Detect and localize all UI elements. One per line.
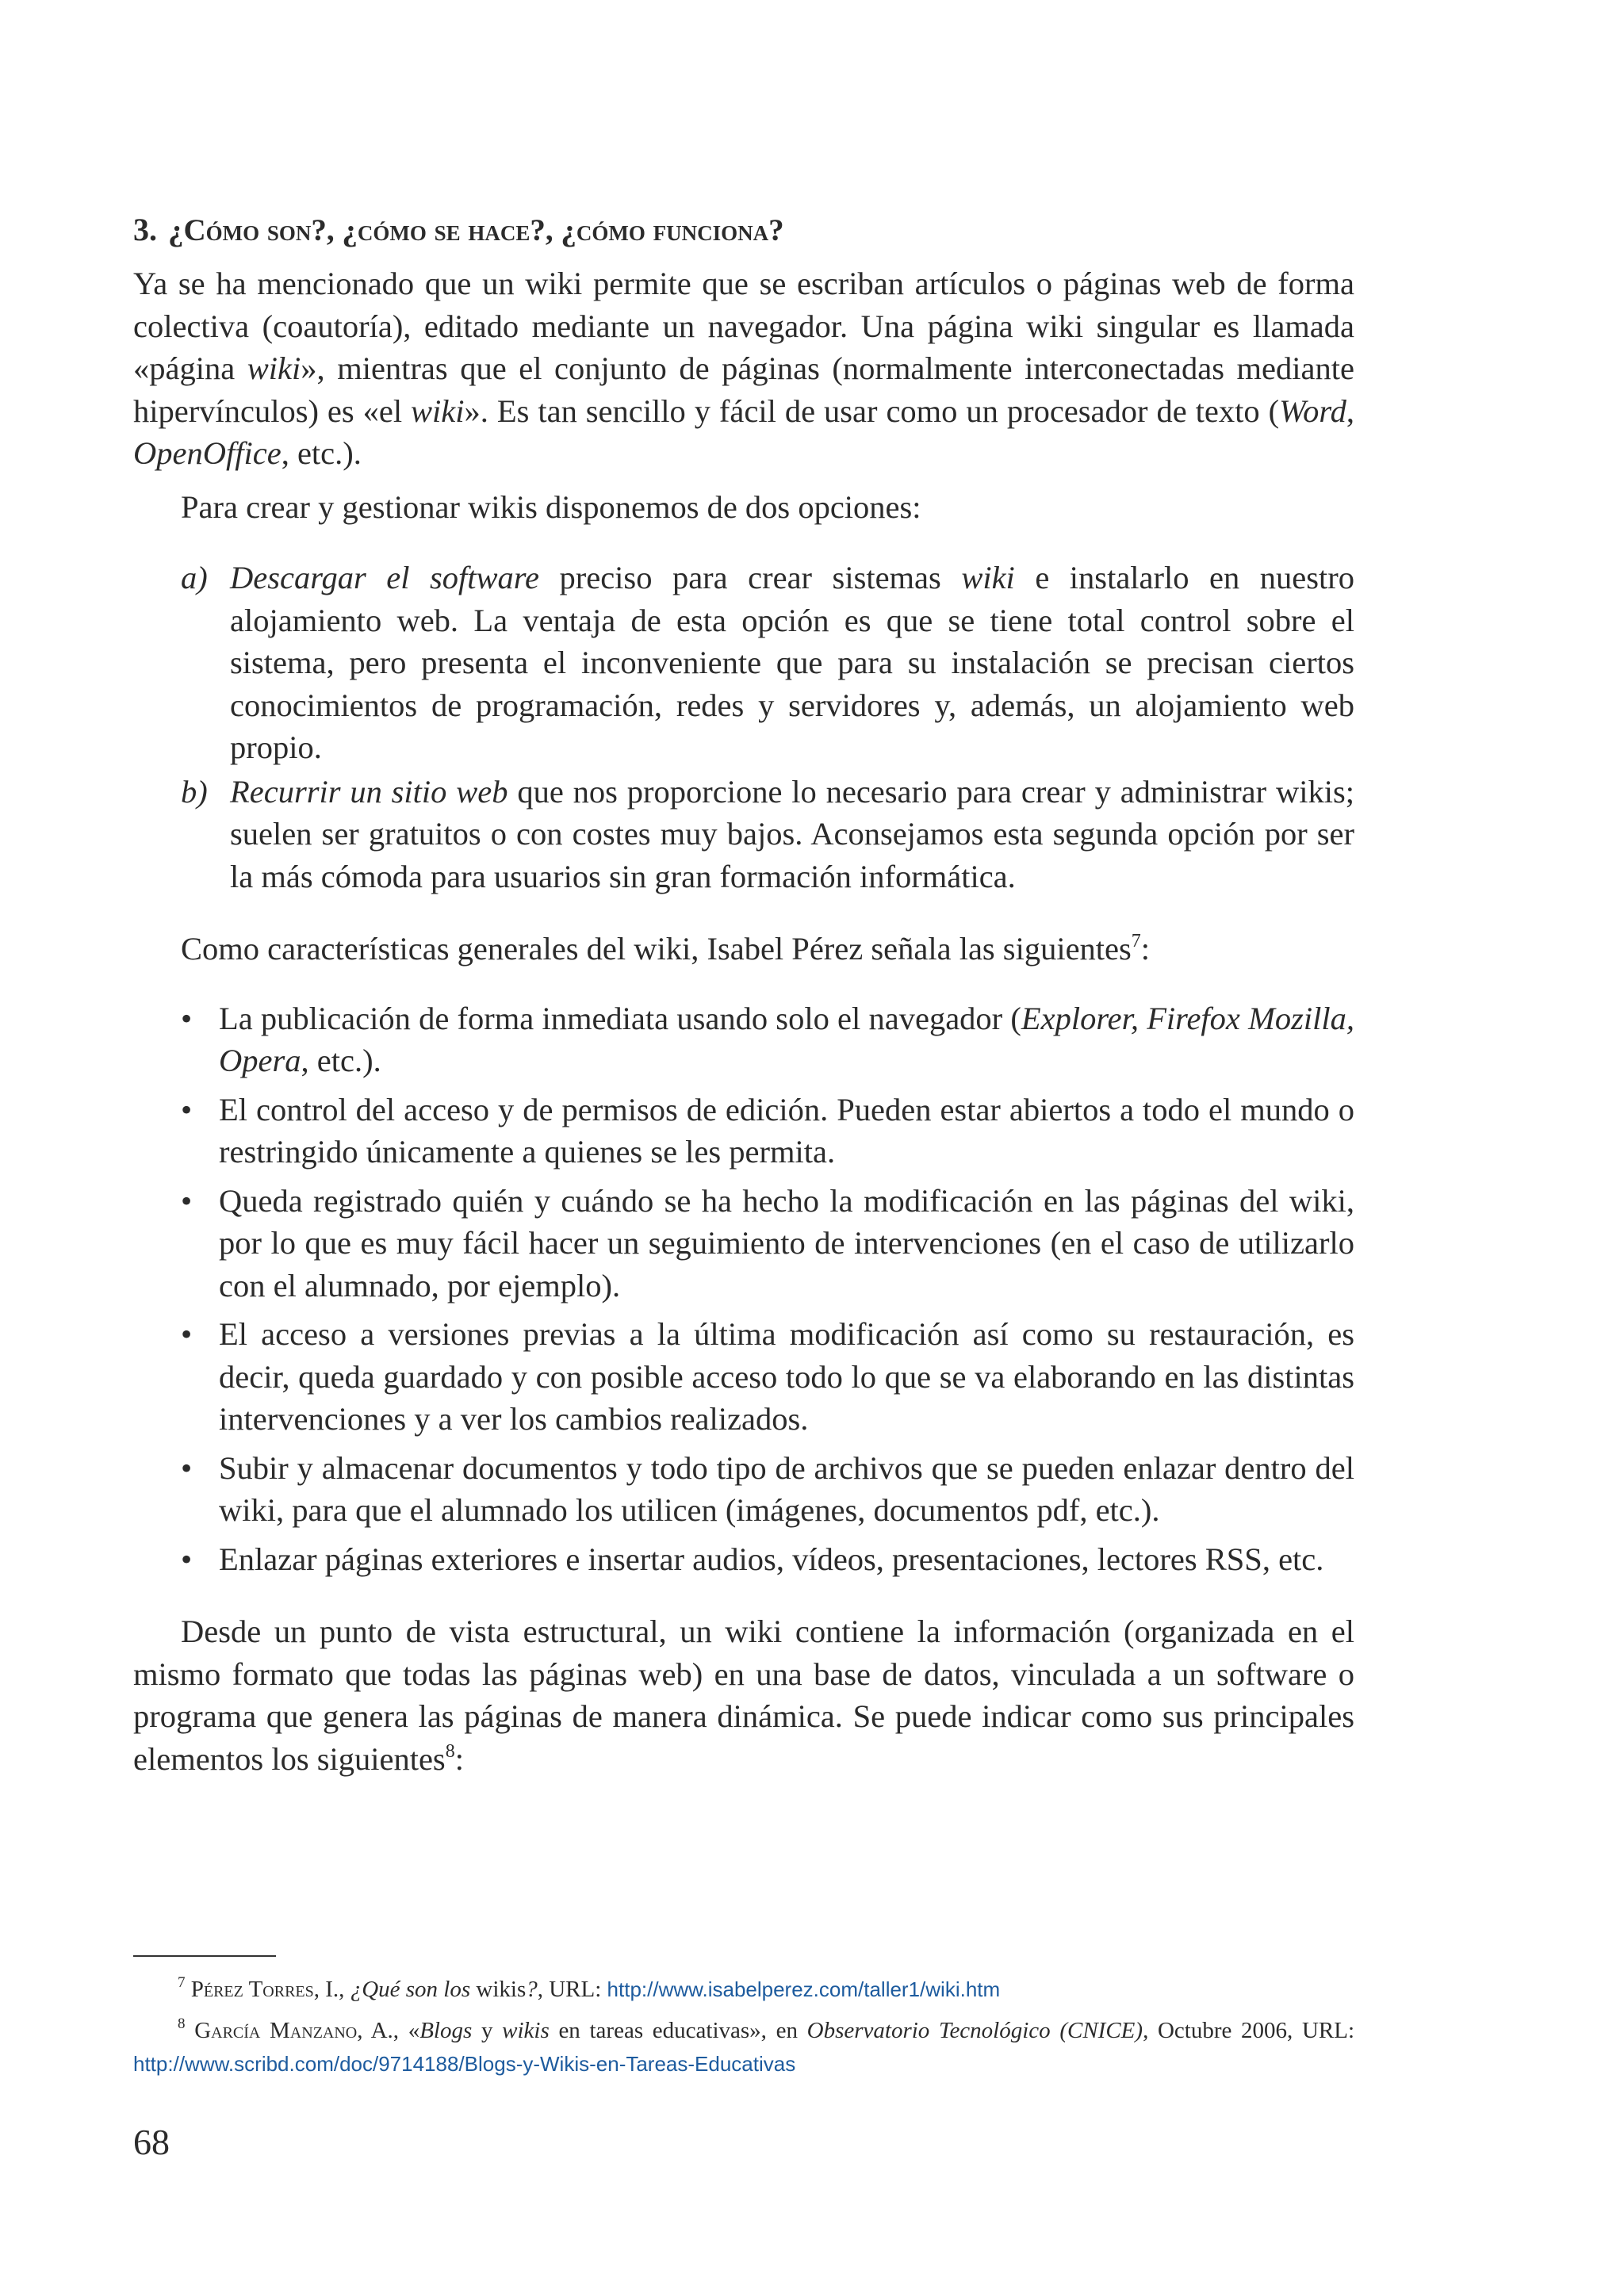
footnote-link[interactable]: http://www.scribd.com/doc/9714188/Blogs-y-Wikis-en-Tareas-Educativas <box>133 2052 796 2076</box>
footnote-author: García Manzano, A., <box>194 2018 400 2043</box>
section-title: ¿Cómo son?, ¿cómo se hace?, ¿cómo funciona? <box>168 213 784 247</box>
bullet-icon: • <box>181 1182 193 1219</box>
list-marker: a) <box>181 560 208 595</box>
footnote-divider <box>133 1955 276 1957</box>
list-item-text: El control del acceso y de permisos de edición. Pueden estar abiertos a todo el mundo o restringido únicamente a quienes se les permita. <box>219 1091 1354 1169</box>
closing-paragraph: Desde un punto de vista estructural, un wiki contiene la información (organizada en el mismo formato que todas las páginas web) en una base de datos, vinculada a un software o programa que genera las páginas de manera dinámica. Se puede indicar como sus principales elementos los siguientes$^8$: <box>133 1614 1354 1777</box>
list-item <box>133 1180 1354 1307</box>
bullet-icon: • <box>181 1000 193 1036</box>
list-item <box>133 1313 1354 1441</box>
list-item-text: La publicación de forma inmediata usando solo el navegador (Explorer, Firefox Mozilla, Opera, etc.). <box>219 1000 1354 1078</box>
list-item <box>133 1089 1354 1173</box>
features-intro-paragraph: Como características generales del wiki, Isabel Pérez señala las siguientes$^7$: <box>181 931 1151 967</box>
list-item <box>133 1447 1354 1532</box>
bullet-icon: • <box>181 1316 193 1352</box>
bullet-icon: • <box>181 1449 193 1486</box>
main-text <box>133 205 1354 1780</box>
list-item-text: Queda registrado quién y cuándo se ha hecho la modificación en las páginas del wiki, por lo que es muy fácil hacer un seguimiento de intervenciones (en el caso de utilizarlo con el alumnado, por ejemplo). <box>219 1182 1354 1303</box>
list-marker: b) <box>181 773 208 810</box>
footnote-author: Pérez Torres, I., <box>190 1977 345 2002</box>
options-intro-paragraph: Para crear y gestionar wikis disponemos de dos opciones: <box>181 488 921 525</box>
section-heading <box>133 205 1354 256</box>
footnote-link[interactable]: http://www.isabelperez.com/taller1/wiki.htm <box>607 1977 1001 2001</box>
bullet-icon: • <box>181 1541 193 1577</box>
list-item-text: Subir y almacenar documentos y todo tipo de archivos que se pueden enlazar dentro del wiki, para que el alumnado los utilicen (imágenes, documentos pdf, etc.). <box>219 1449 1354 1528</box>
footnotes <box>133 1973 1354 2088</box>
features-list <box>133 997 1354 1581</box>
list-item <box>133 997 1354 1082</box>
footnote-ref: 8 <box>445 1740 455 1762</box>
footnote-7: $^7$ Pérez Torres, I., ¿Qué son los wikis?, URL: http://www.isabelperez.com/taller1/wiki.htm <box>178 1974 1001 2002</box>
section-number: 3. <box>133 212 157 247</box>
list-item-text: El acceso a versiones previas a la última modificación así como su restauración, es decir, queda guardado y con posible acceso todo lo que se va elaborando en las distintas intervenciones y a ver los cambios realizados. <box>219 1316 1354 1437</box>
intro-paragraph: Ya se ha mencionado que un wiki permite que se escriban artículos o páginas web de forma colectiva (coautoría), editado mediante un navegador. Una página wiki singular es llamada «página wiki», mientras que el conjunto de páginas (normalmente interconectadas mediante hipervínculos) es «el wiki». Es tan sencillo y fácil de usar como un procesador de texto (Word, OpenOffice, etc.). <box>133 266 1354 471</box>
list-item-text: Recurrir un sitio web que nos proporcione lo necesario para crear y administrar wikis; suelen ser gratuitos o con costes muy bajos. Aconsejamos esta segunda opción por ser la más cómoda para usuarios sin gran formación informática. <box>230 773 1354 894</box>
page-number: 68 <box>133 2122 170 2162</box>
list-item-text: Enlazar páginas exteriores e insertar audios, vídeos, presentaciones, lectores RSS, etc. <box>219 1541 1324 1577</box>
footnote-8: $^8$ García Manzano, A., «Blogs y wikis en tareas educativas», en Observatorio Tecnológico (CNICE), Octubre 2006, URL: http://www.scribd.com/doc/9714188/Blogs-y-Wikis-en-Tareas-Educativas <box>133 2015 1355 2076</box>
list-item <box>133 557 1354 769</box>
list-item <box>133 771 1354 898</box>
list-item <box>133 1538 1354 1581</box>
options-list <box>133 557 1354 898</box>
bullet-icon: • <box>181 1091 193 1127</box>
footnote-ref: 7 <box>1131 931 1141 951</box>
list-item-text: Descargar el software preciso para crear sistemas wiki e instalarlo en nuestro alojamiento web. La ventaja de esta opción es que se tiene total control sobre el sistema, pero presenta el inconveniente que para su instalación se precisan ciertos conocimientos de programación, redes y servidores y, además, un alojamiento web propio. <box>230 560 1354 765</box>
